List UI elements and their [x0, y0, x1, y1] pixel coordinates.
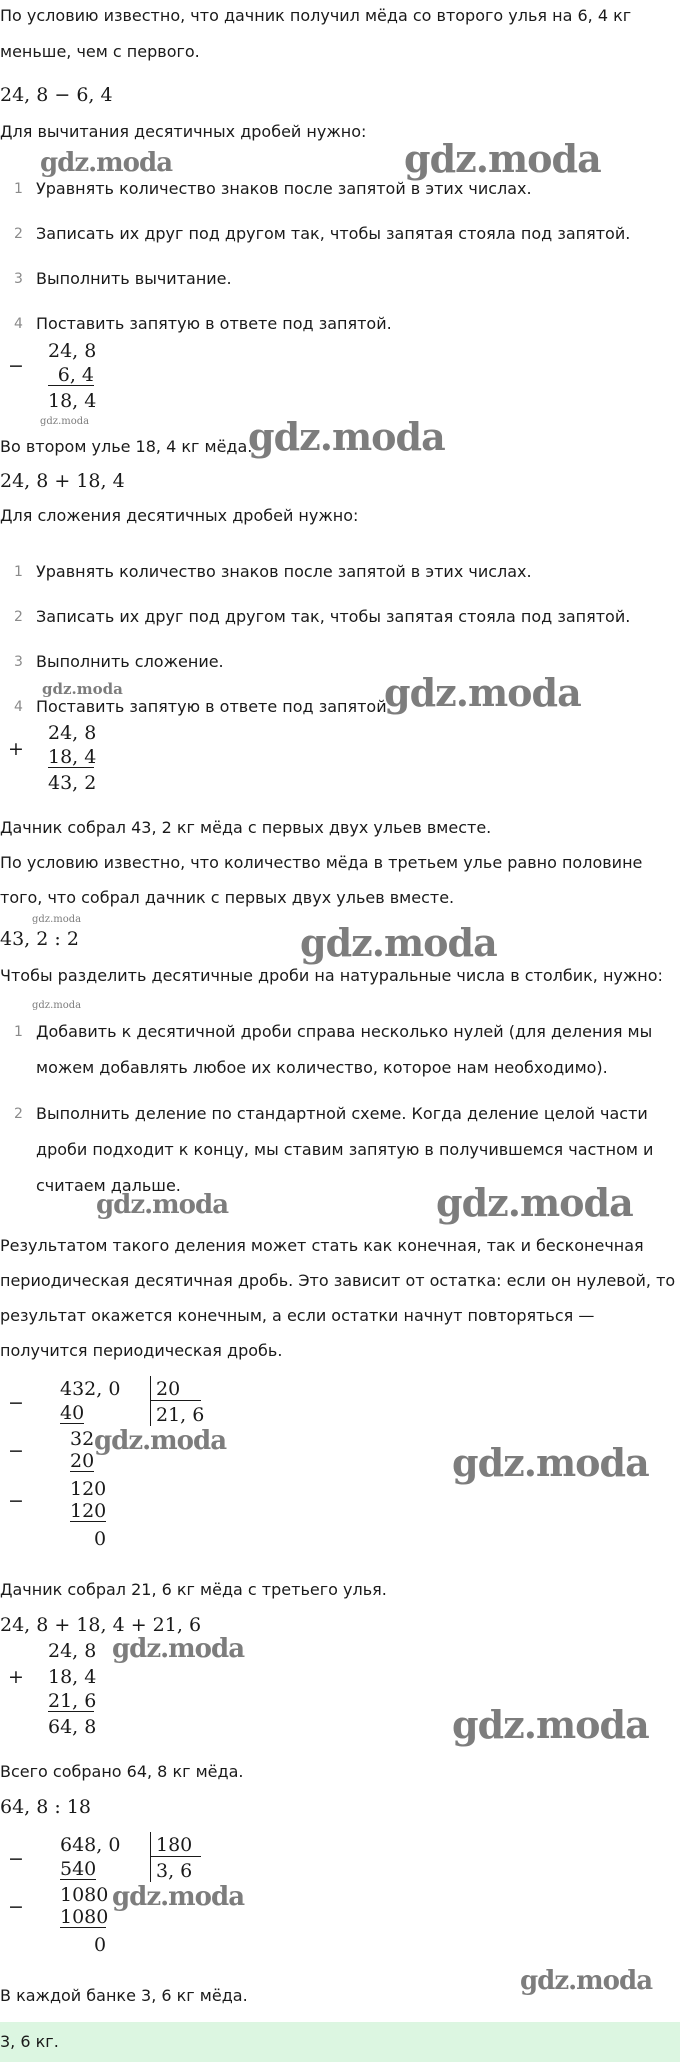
third-hive-text: Дачник собрал 21, 6 кг мёда с третьего улья.	[0, 1580, 387, 1599]
step-text: Записать их друг под другом так, чтобы запятая стояла под запятой.	[36, 224, 631, 243]
minus-sign: −	[8, 1490, 24, 1512]
sum-expression: 24, 8 + 18, 4 + 21, 6	[0, 1614, 202, 1636]
watermark: gdz.moda	[40, 148, 173, 178]
step-text: Добавить к десятичной дроби справа несколько нулей (для деления мы	[36, 1022, 653, 1041]
step-number: 3	[14, 654, 23, 670]
watermark: gdz.moda	[404, 136, 601, 181]
step-text: Выполнить сложение.	[36, 652, 224, 671]
division-bar	[150, 1376, 151, 1426]
result-note-line: периодическая десятичная дробь. Это зависит от остатка: если он нулевой, то	[0, 1271, 676, 1290]
step-number: 4	[14, 316, 23, 332]
divisor-line	[151, 1400, 201, 1401]
step-number: 2	[14, 1106, 23, 1122]
answer-box	[0, 2022, 680, 2062]
result-note-line: получится периодическая дробь.	[0, 1341, 283, 1360]
dividend: 432, 0	[60, 1378, 121, 1400]
final-division-expression: 64, 8 : 18	[0, 1796, 92, 1818]
watermark: gdz.moda	[452, 1702, 649, 1747]
minus-sign: −	[8, 1440, 24, 1462]
step-number: 2	[14, 609, 23, 625]
minus-sign: −	[8, 1392, 24, 1414]
division-expression: 43, 2 : 2	[0, 928, 79, 950]
watermark: gdz.moda	[112, 1882, 245, 1912]
quotient: 3, 6	[156, 1860, 193, 1882]
division-row: 120	[70, 1500, 107, 1522]
quotient: 21, 6	[156, 1404, 205, 1426]
step-number: 1	[14, 181, 23, 197]
minus-sign: −	[8, 355, 24, 377]
watermark: gdz.moda	[452, 1440, 649, 1485]
dividend: 648, 0	[60, 1834, 121, 1856]
subtrahend: 6, 4	[48, 366, 94, 386]
step-number: 4	[14, 699, 23, 715]
total-text: Всего собрано 64, 8 кг мёда.	[0, 1762, 244, 1781]
step-text: Выполнить вычитание.	[36, 269, 232, 288]
step-text: Записать их друг под другом так, чтобы запятая стояла под запятой.	[36, 607, 631, 626]
sum: 43, 2	[48, 772, 97, 794]
plus-sign: +	[8, 1666, 24, 1688]
division-row: 0	[94, 1934, 107, 1956]
minus-sign: −	[8, 1848, 24, 1870]
watermark: gdz.moda	[96, 1190, 229, 1220]
result-note-line: Результатом такого деления может стать как конечная, так и бесконечная	[0, 1236, 644, 1255]
watermark: gdz.moda	[40, 416, 90, 427]
division-row: 120	[70, 1478, 107, 1500]
addend-2: 18, 4	[48, 746, 97, 768]
addend-3: 21, 6	[48, 1690, 97, 1712]
division-rule: Чтобы разделить десятичные дроби на натуральные числа в столбик, нужно:	[0, 966, 663, 985]
division-row: 20	[70, 1450, 95, 1472]
divisor: 20	[156, 1378, 181, 1400]
step-number: 2	[14, 226, 23, 242]
step-text: Поставить запятую в ответе под запятой.	[36, 314, 392, 333]
addend-1: 24, 8	[48, 1640, 97, 1662]
division-row: 40	[60, 1402, 85, 1424]
division-row: 1080	[60, 1906, 109, 1928]
intro-line-1: По условию известно, что дачник получил мёда со второго улья на 6, 4 кг	[0, 6, 632, 25]
step-text: Уравнять количество знаков после запятой в этих числах.	[36, 179, 532, 198]
subtraction-expression: 24, 8 − 6, 4	[0, 84, 113, 106]
second-hive-text: Во втором улье 18, 4 кг мёда.	[0, 437, 253, 456]
plus-sign: +	[8, 738, 24, 760]
step-text: можем добавлять любое их количество, которое нам необходимо).	[36, 1058, 608, 1077]
division-row: 0	[94, 1528, 107, 1550]
jar-text: В каждой банке 3, 6 кг мёда.	[0, 1986, 248, 2005]
sum: 64, 8	[48, 1716, 97, 1738]
first-two-text: Дачник собрал 43, 2 кг мёда с первых двух ульев вместе.	[0, 818, 492, 837]
addition-expression: 24, 8 + 18, 4	[0, 470, 125, 492]
division-row: 32	[70, 1428, 95, 1450]
watermark: gdz.moda	[42, 680, 123, 698]
divisor-line	[151, 1856, 201, 1857]
minuend: 24, 8	[48, 340, 97, 362]
minus-sign: −	[8, 1896, 24, 1918]
addition-rule: Для сложения десятичных дробей нужно:	[0, 506, 359, 525]
step-number: 1	[14, 564, 23, 580]
addend-2: 18, 4	[48, 1666, 97, 1688]
step-text: дроби подходит к концу, мы ставим запятую в получившемся частном и	[36, 1140, 654, 1159]
step-text: Поставить запятую в ответе под запятой.	[36, 697, 392, 716]
watermark: gdz.moda	[300, 920, 497, 965]
division-row: 1080	[60, 1884, 109, 1906]
difference: 18, 4	[48, 390, 97, 412]
division-row: 540	[60, 1858, 97, 1880]
third-hive-condition-2: того, что собрал дачник с первых двух ульев вместе.	[0, 888, 455, 907]
step-number: 3	[14, 271, 23, 287]
watermark: gdz.moda	[436, 1180, 633, 1225]
watermark: gdz.moda	[32, 914, 82, 925]
step-text: считаем дальше.	[36, 1176, 181, 1195]
divisor: 180	[156, 1834, 193, 1856]
addend-1: 24, 8	[48, 722, 97, 744]
intro-line-2: меньше, чем с первого.	[0, 42, 200, 61]
result-note-line: результат окажется конечным, а если остатки начнут повторяться —	[0, 1306, 595, 1325]
watermark: gdz.moda	[384, 670, 581, 715]
step-text: Уравнять количество знаков после запятой в этих числах.	[36, 562, 532, 581]
watermark: gdz.moda	[94, 1426, 227, 1456]
watermark: gdz.moda	[32, 1000, 82, 1011]
step-number: 1	[14, 1024, 23, 1040]
division-bar	[150, 1832, 151, 1882]
watermark: gdz.moda	[248, 414, 445, 459]
step-text: Выполнить деление по стандартной схеме. Когда деление целой части	[36, 1104, 648, 1123]
watermark: gdz.moda	[520, 1966, 653, 1996]
subtraction-rule: Для вычитания десятичных дробей нужно:	[0, 122, 367, 141]
watermark: gdz.moda	[112, 1634, 245, 1664]
third-hive-condition-1: По условию известно, что количество мёда в третьем улье равно половине	[0, 853, 643, 872]
answer-text: 3, 6 кг.	[0, 2032, 59, 2051]
